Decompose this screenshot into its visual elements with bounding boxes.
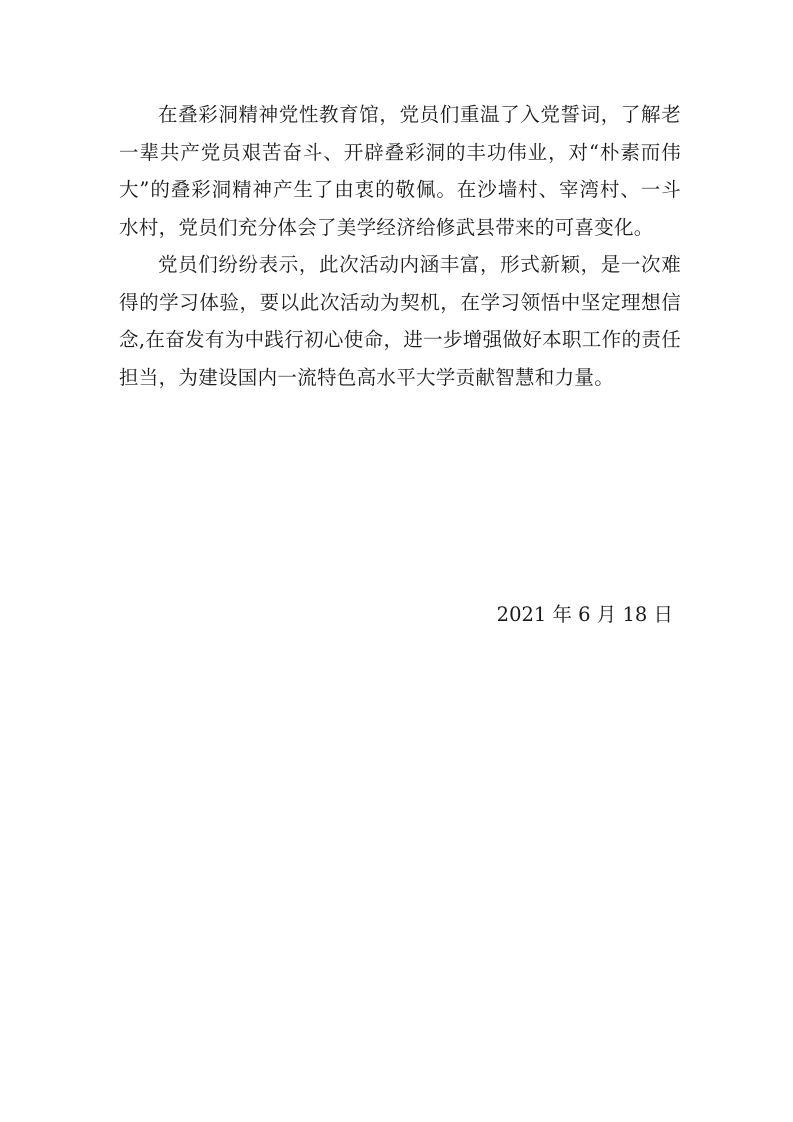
paragraph-1: 在叠彩洞精神党性教育馆，党员们重温了入党誓词，了解老一辈共产党员艰苦奋斗、开辟叠彩洞的丰功伟业，对“朴素而伟大”的叠彩洞精神产生了由衷的敬佩。在沙墙村、宰湾村、一斗水村，党员们充分体会了美学经济给修武县带来的可喜变化。 — [119, 103, 681, 239]
document-body — [119, 96, 681, 396]
paragraph-2: 党员们纷纷表示，此次活动内涵丰富，形式新颖，是一次难得的学习体验，要以此次活动为契机，在学习领悟中坚定理想信念,在奋发有为中践行初心使命，进一步增强做好本职工作的责任担当，为建设国内一流特色高水平大学贡献智慧和力量。 — [119, 253, 681, 389]
document-date: 2021 年 6 月 18 日 — [496, 603, 673, 626]
